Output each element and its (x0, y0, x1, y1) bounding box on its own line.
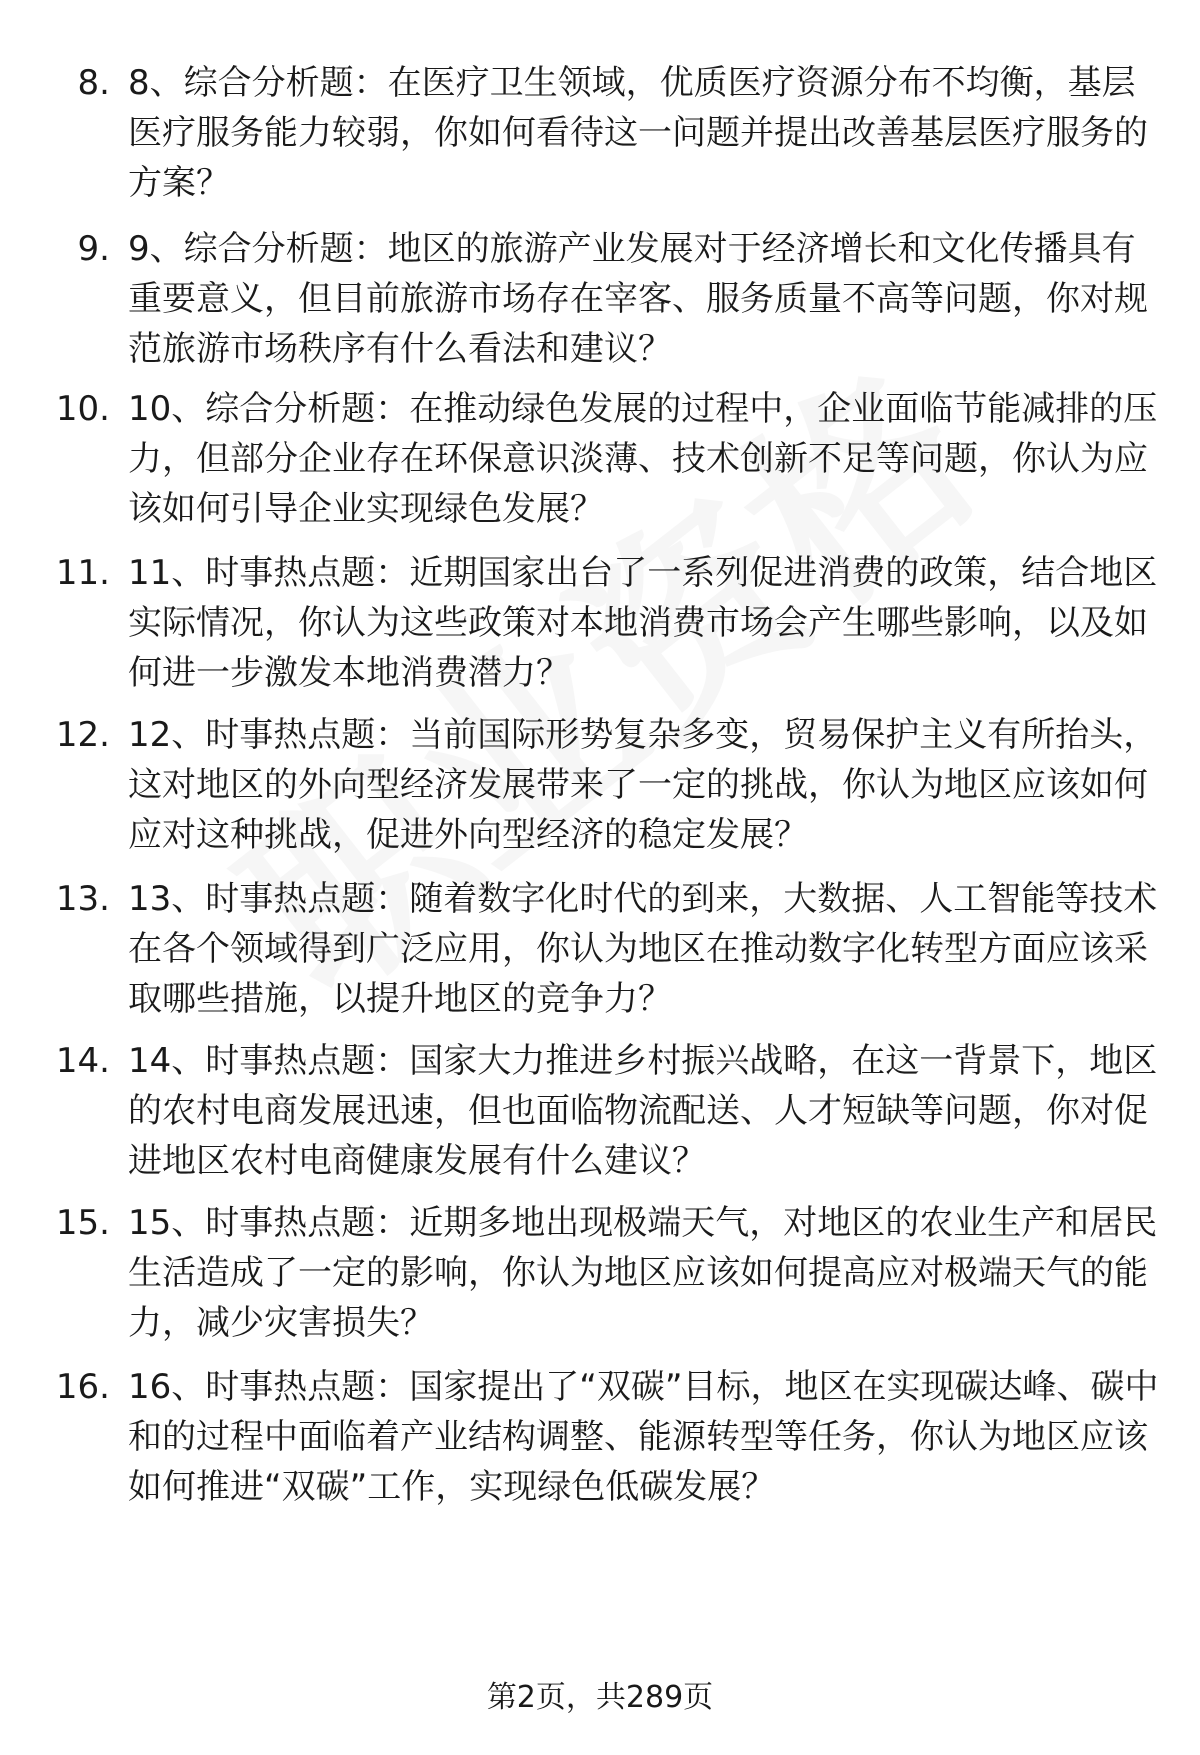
question-item (0, 224, 1200, 394)
question-text: 10、综合分析题：在推动绿色发展的过程中，企业面临节能减排的压力，但部分企业存在环保意识淡薄、技术创新不足等问题，你认为应该如何引导企业实现绿色发展？ (128, 389, 1158, 529)
question-text: 14、时事热点题：国家大力推进乡村振兴战略，在这一背景下，地区的农村电商发展迅速，但也面临物流配送、人才短缺等问题，你对促进地区农村电商健康发展有什么建议？ (128, 1041, 1158, 1181)
question-item (0, 874, 1200, 1044)
question-number: 16. (55, 1367, 110, 1407)
question-text: 8、综合分析题：在医疗卫生领域，优质医疗资源分布不均衡，基层医疗服务能力较弱，你如何看待这一问题并提出改善基层医疗服务的方案？ (128, 63, 1148, 203)
question-number: 14. (55, 1041, 110, 1081)
question-number: 10. (55, 389, 110, 429)
question-item (0, 710, 1200, 880)
question-item (0, 384, 1200, 554)
question-number: 15. (55, 1203, 110, 1243)
question-item (0, 1036, 1200, 1206)
question-text: 11、时事热点题：近期国家出台了一系列促进消费的政策，结合地区实际情况，你认为这些政策对本地消费市场会产生哪些影响，以及如何进一步激发本地消费潜力？ (128, 553, 1158, 693)
question-item (0, 1198, 1200, 1368)
question-item (0, 1362, 1200, 1532)
page-footer: 第2页，共289页 (486, 1680, 714, 1715)
question-number: 11. (55, 553, 110, 593)
question-item (0, 548, 1200, 718)
question-text: 16、时事热点题：国家提出了“双碳”目标，地区在实现碳达峰、碳中和的过程中面临着产业结构调整、能源转型等任务，你认为地区应该如何推进“双碳”工作，实现绿色低碳发展？ (128, 1367, 1159, 1507)
question-item (0, 58, 1200, 228)
question-text: 12、时事热点题：当前国际形势复杂多变，贸易保护主义有所抬头，这对地区的外向型经济发展带来了一定的挑战，你认为地区应该如何应对这种挑战，促进外向型经济的稳定发展？ (128, 715, 1158, 855)
question-number: 13. (55, 879, 110, 919)
question-text: 15、时事热点题：近期多地出现极端天气，对地区的农业生产和居民生活造成了一定的影响，你认为地区应该如何提高应对极端天气的能力，减少灾害损失？ (128, 1203, 1158, 1343)
question-text: 9、综合分析题：地区的旅游产业发展对于经济增长和文化传播具有重要意义，但目前旅游市场存在宰客、服务质量不高等问题，你对规范旅游市场秩序有什么看法和建议？ (128, 229, 1148, 369)
question-text: 13、时事热点题：随着数字化时代的到来，大数据、人工智能等技术在各个领域得到广泛应用，你认为地区在推动数字化转型方面应该采取哪些措施，以提升地区的竞争力？ (128, 879, 1158, 1019)
question-number: 9. (77, 229, 110, 269)
question-number: 8. (77, 63, 110, 103)
question-number: 12. (55, 715, 110, 755)
